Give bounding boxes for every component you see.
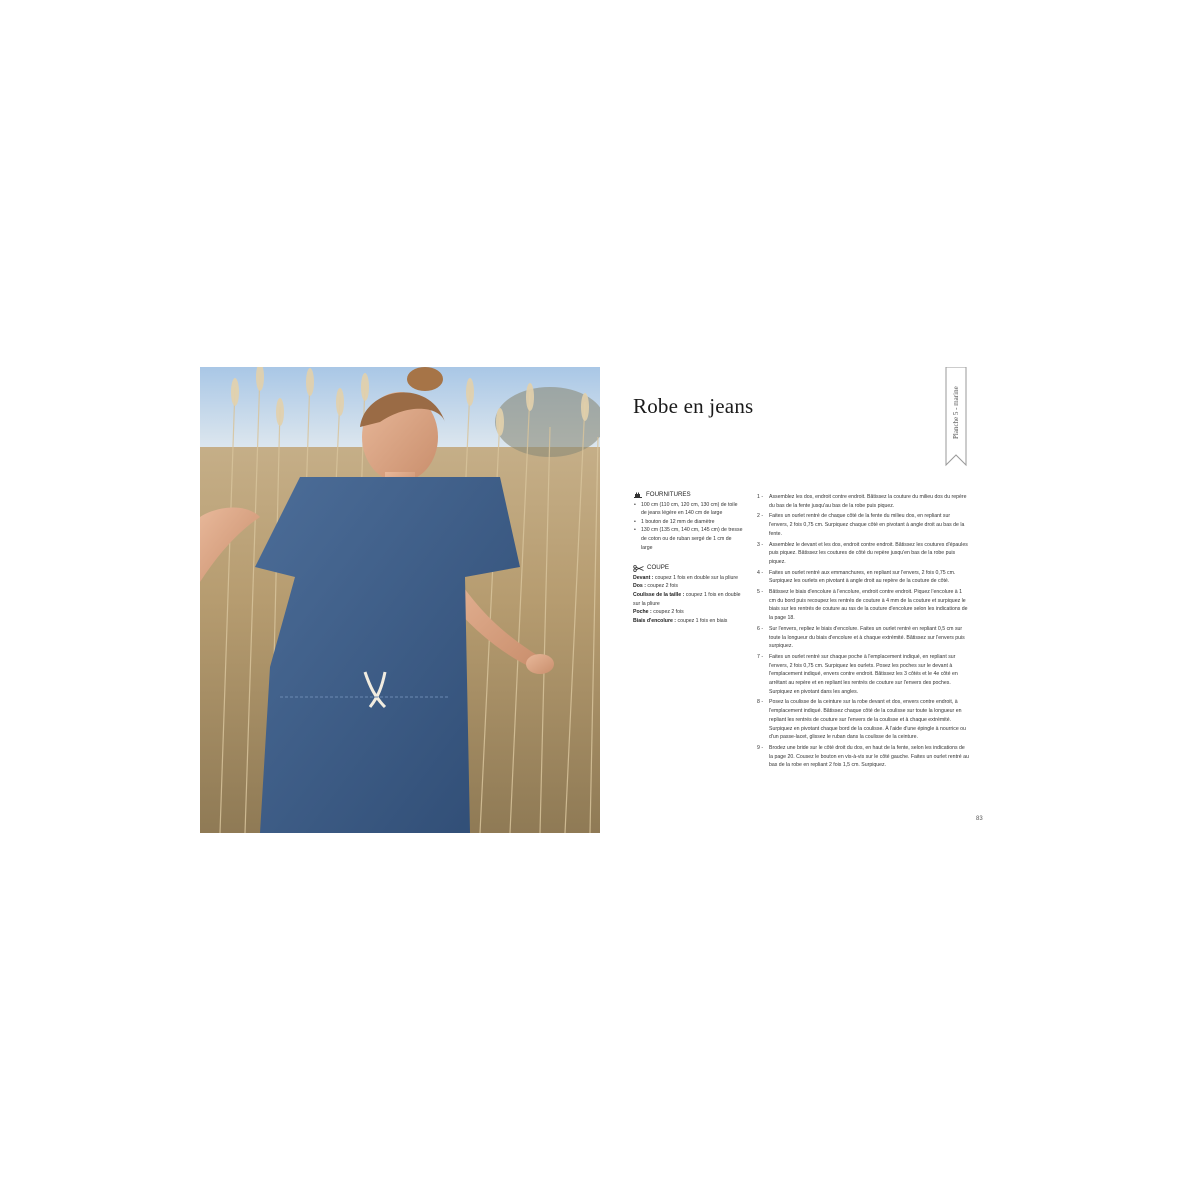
sewing-machine-icon bbox=[633, 492, 643, 499]
cut-line bbox=[633, 574, 743, 583]
fournitures-heading bbox=[633, 491, 743, 500]
instruction-step bbox=[757, 493, 969, 510]
cut-line-text: coupez 1 fois en double sur la pliure bbox=[633, 591, 741, 607]
step-number: 5 - bbox=[757, 589, 764, 596]
step-number: 6 - bbox=[757, 625, 764, 632]
cut-line-label: Devant : bbox=[633, 574, 654, 581]
cut-line-text: coupez 1 fois en biais bbox=[676, 617, 728, 624]
instruction-steps bbox=[757, 493, 969, 772]
pattern-sheet-ribbon bbox=[945, 367, 967, 467]
step-number: 3 - bbox=[757, 541, 764, 548]
scissors-icon bbox=[633, 565, 644, 572]
ribbon-label: Planche 5 - marine bbox=[952, 386, 960, 440]
step-text: Faites un ourlet rentré de chaque côté de la fente du milieu dos, en repliant sur l'envers, 2 fois 0,75 cm. Surpiquez chaque côté en pivotant à angle droit au bas de la fente. bbox=[769, 513, 965, 537]
step-text: Assemblez le devant et les dos, endroit contre endroit. Bâtissez les coutures d'épaules puis piquez. Bâtissez les coutures de côté du repère jusqu'en bas de la robe puis piquez. bbox=[769, 541, 968, 565]
cut-line bbox=[633, 591, 743, 608]
step-number: 2 - bbox=[757, 513, 764, 520]
cut-line-label: Coulisse de la taille : bbox=[633, 591, 685, 598]
instruction-step bbox=[757, 588, 969, 623]
step-number: 4 - bbox=[757, 569, 764, 576]
cut-line-text: coupez 2 fois bbox=[645, 583, 678, 590]
list-item: • 1 bouton de 12 mm de diamètre bbox=[633, 518, 743, 527]
cut-line-label: Dos : bbox=[633, 583, 646, 590]
step-text: Bâtissez le biais d'encolure à l'encolure, endroit contre endroit. Piquez l'encolure à 1 cm du bord puis recoupez les rentrés de couture à 4 mm de la couture et surpiquez le biais sur les rentrés de couture au ras de la couture d'encolure selon les indications de la page 18. bbox=[769, 589, 968, 622]
step-text: Sur l'envers, repliez le biais d'encolure. Faites un ourlet rentré en repliant 0,5 cm sur toute la longueur du biais d'encolure et à chaque extrémité. Bâtissez sur l'envers puis surpiquez. bbox=[769, 625, 965, 650]
instruction-step bbox=[757, 653, 969, 697]
photo-illustration bbox=[200, 367, 600, 833]
page-title: Robe en jeans bbox=[633, 394, 754, 418]
model-photo bbox=[200, 367, 600, 833]
cut-line-label: Biais d'encolure : bbox=[633, 617, 677, 624]
step-text: Assemblez les dos, endroit contre endroit. Bâtissez la couture du milieu dos du repère du bas de la fente jusqu'au bas de la robe puis piquez. bbox=[769, 494, 967, 509]
instruction-step bbox=[757, 569, 969, 586]
step-number: 7 - bbox=[757, 653, 764, 660]
fournitures-heading-label: FOURNITURES bbox=[646, 491, 691, 498]
instruction-step bbox=[757, 512, 969, 538]
cut-line-label: Poche : bbox=[633, 609, 652, 616]
page-number: 83 bbox=[976, 816, 983, 822]
instruction-step bbox=[757, 541, 969, 567]
cut-line bbox=[633, 608, 743, 617]
instruction-step bbox=[757, 744, 969, 770]
supply-list bbox=[633, 501, 743, 553]
step-text: Posez la coulisse de la ceinture sur la robe devant et dos, envers contre endroit, à l'emplacement indiqué. Bâtissez chaque côté de la coulisse sur toute la longueur en repliant les rentrés de couture sur l'envers de la coulisse et à chaque extrémité. Surpiquez en pivotant chaque bord de la coulisse. À l'aide d'une épingle à nourrice ou d'un passe-lacet, glissez le ruban dans la coulisse de la ceinture. bbox=[769, 699, 966, 741]
step-text: Brodez une bride sur le côté droit du dos, en haut de la fente, selon les indications de la page 20. Cousez le bouton en vis-à-vis sur le côté gauche. Faites un ourlet rentré au bas de la robe en repliant 2 fois 1,5 cm. Surpiquez. bbox=[769, 744, 969, 769]
coupe-section bbox=[633, 564, 743, 625]
step-text: Faites un ourlet rentré aux emmanchures, en repliant sur l'envers, 2 fois 0,75 cm. Surpiquez les ourlets en pivotant à angle droit au repère de la couture de côté. bbox=[769, 569, 956, 585]
step-number: 1 - bbox=[757, 494, 764, 500]
step-text: Faites un ourlet rentré sur chaque poche à l'emplacement indiqué, en repliant sur l'envers, 2 fois 0,75 cm. Surpiquez les ourlets. Posez les poches sur le devant à l'emplacement indiqué, envers contre endroit. Bâtissez les 3 côtés et le 4e côté en arrêtant au repère et en repliant les rentrés de couture sur l'envers des poches. Surpiquez en pivotant dans les angles. bbox=[769, 653, 958, 695]
step-number: 8 - bbox=[757, 699, 764, 706]
coupe-heading bbox=[633, 564, 743, 573]
materials-column bbox=[633, 491, 743, 625]
instruction-step bbox=[757, 625, 969, 651]
cut-line bbox=[633, 582, 743, 591]
list-item: • 100 cm (110 cm, 120 cm, 130 cm) de toile de jeans légère en 140 cm de large bbox=[633, 501, 743, 518]
cut-line-text: coupez 2 fois bbox=[651, 609, 684, 616]
step-number: 9 - bbox=[757, 744, 764, 751]
cut-line-text: coupez 1 fois en double sur la pliure bbox=[653, 574, 738, 581]
cut-line bbox=[633, 617, 743, 626]
list-item: • 130 cm (135 cm, 140 cm, 145 cm) de tresse de coton ou de ruban sergé de 1 cm de large bbox=[633, 526, 743, 552]
instruction-step bbox=[757, 698, 969, 742]
coupe-heading-label: COUPE bbox=[647, 564, 670, 572]
